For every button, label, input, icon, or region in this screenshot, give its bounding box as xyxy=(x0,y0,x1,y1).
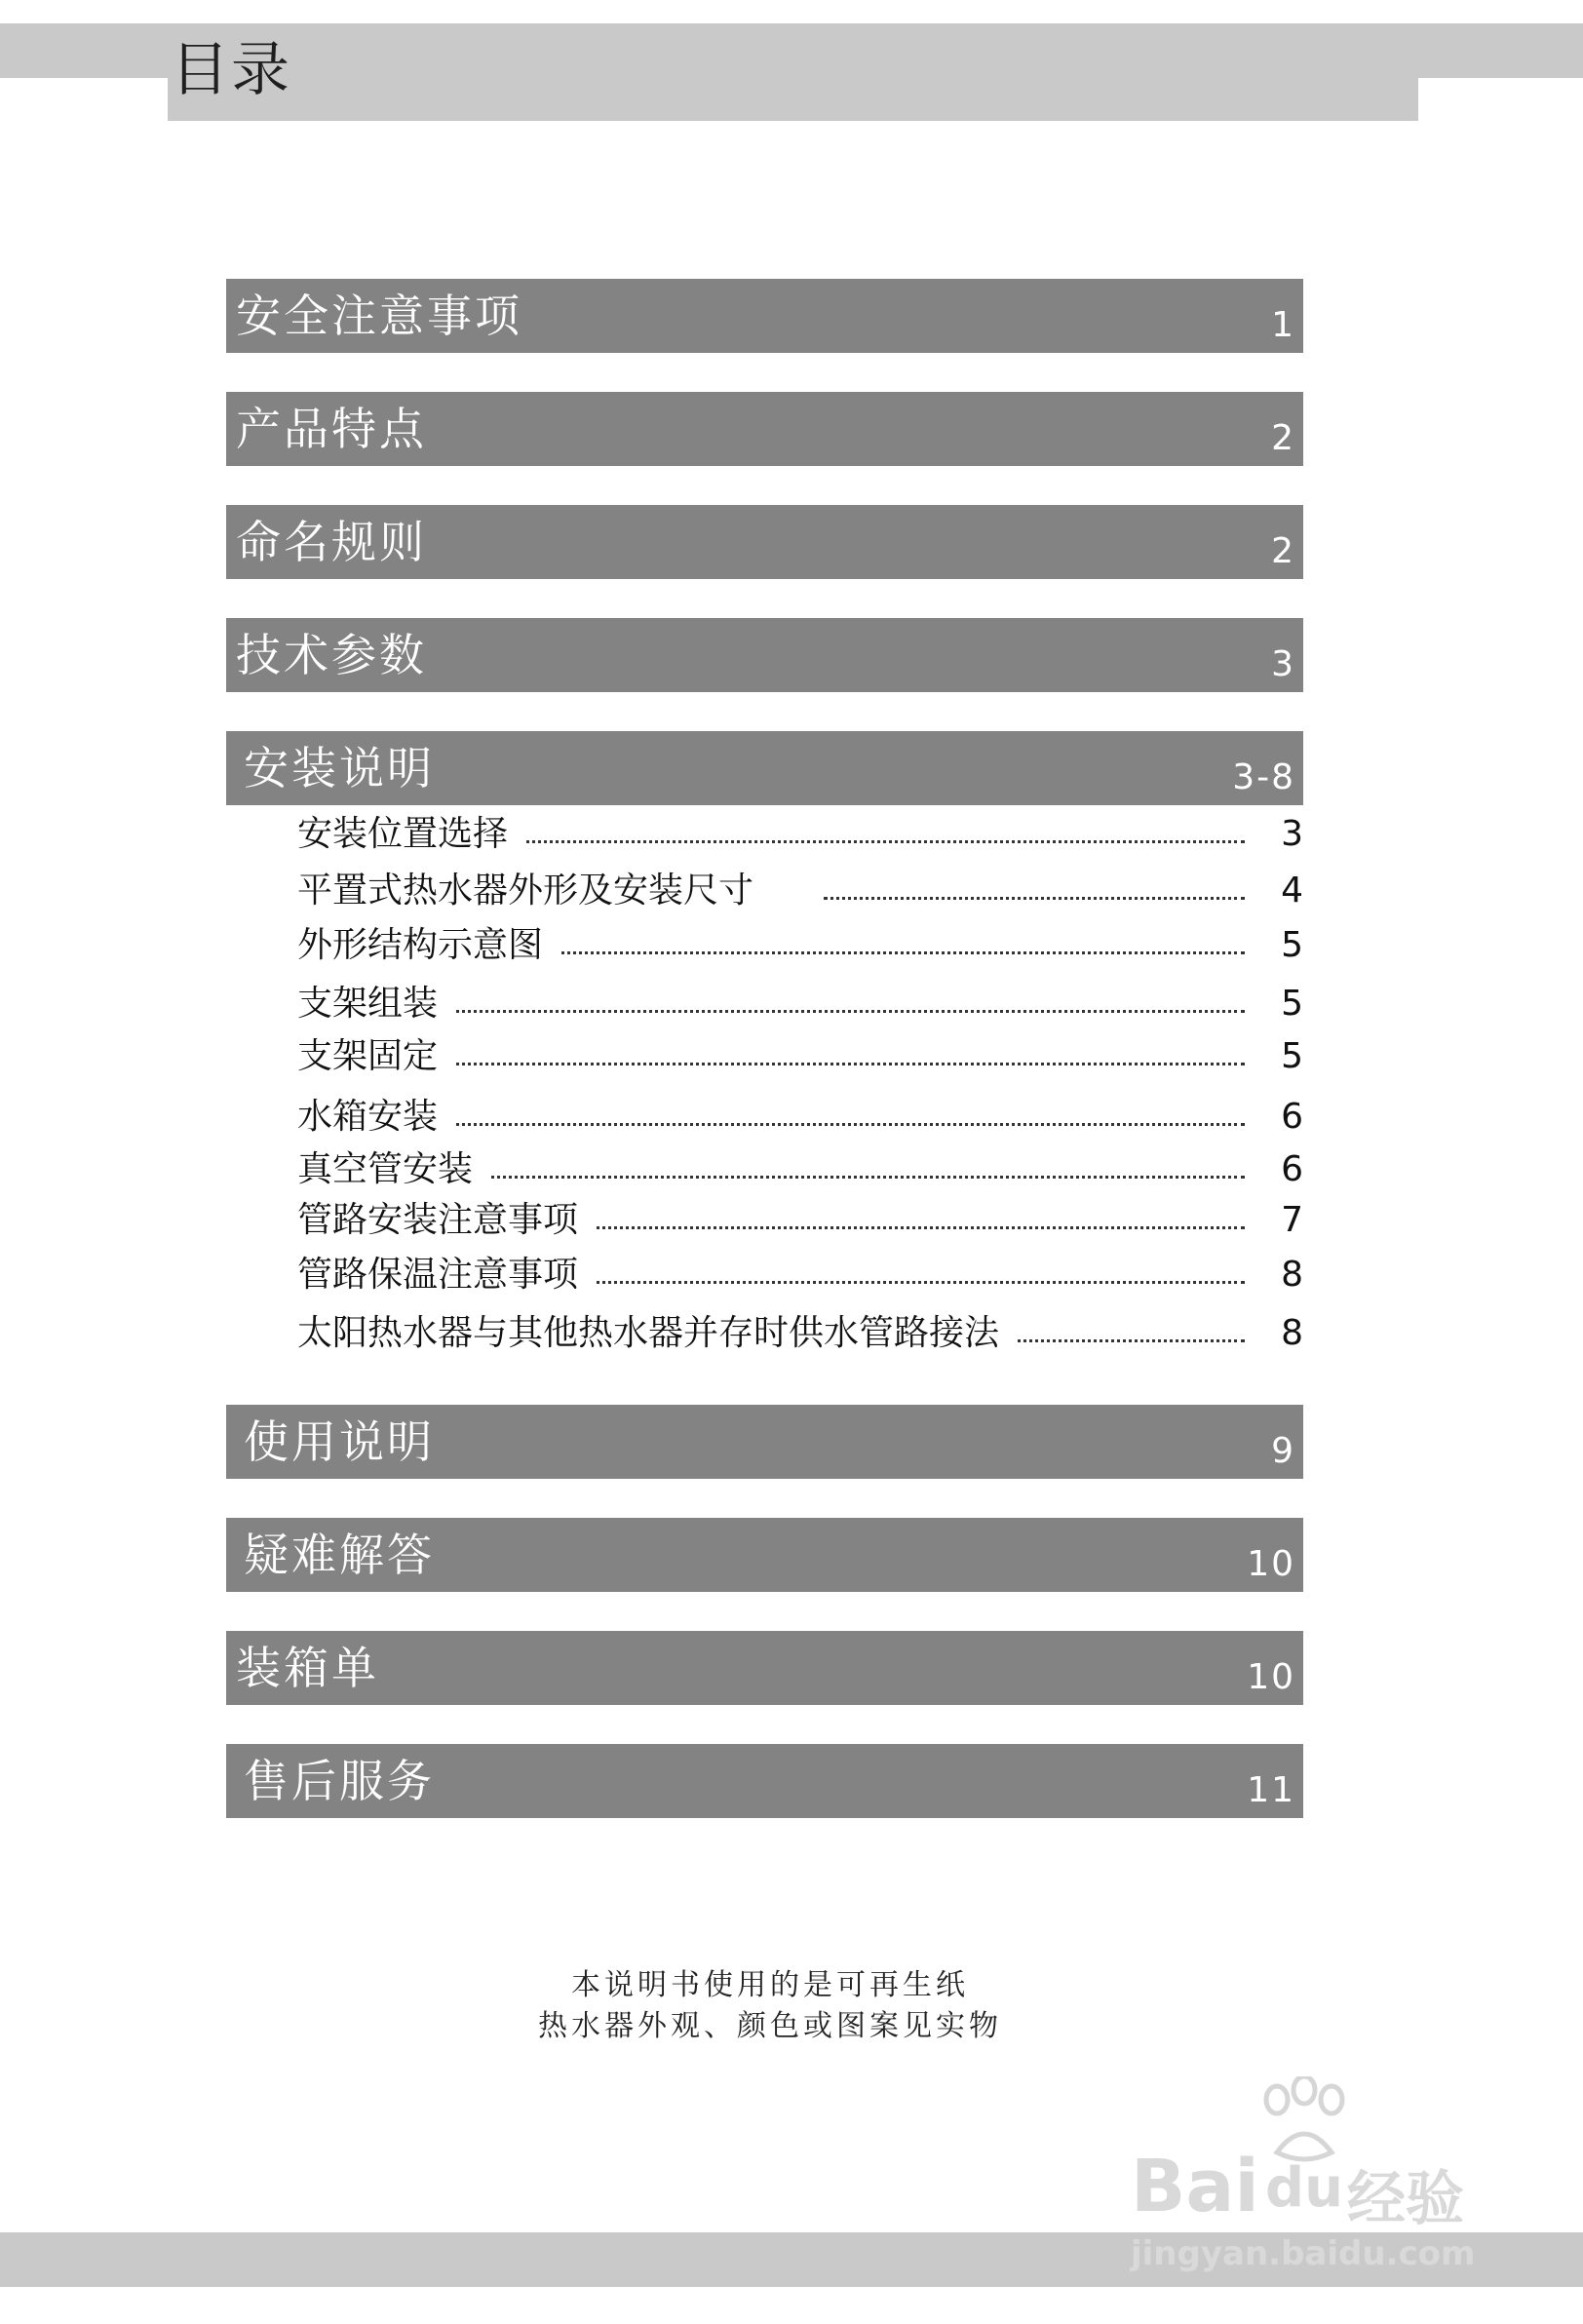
section-page: 9 xyxy=(1271,1431,1295,1471)
toc-subitem[interactable] xyxy=(297,1195,1303,1246)
subitem-page: 6 xyxy=(1281,1097,1303,1137)
watermark-brand-cn: 经验 xyxy=(1347,2165,1464,2233)
section-label: 使用说明 xyxy=(244,1415,435,1468)
toc-section-features[interactable] xyxy=(226,392,1303,466)
subitem-label: 平置式热水器外形及安装尺寸 xyxy=(297,866,771,916)
section-label: 装箱单 xyxy=(236,1642,379,1694)
watermark-brand-left: Bai xyxy=(1131,2145,1259,2228)
toc-subitem[interactable] xyxy=(297,1092,1303,1143)
toc-subitem[interactable] xyxy=(297,866,1303,916)
toc-subitem[interactable] xyxy=(297,979,1303,1029)
subitem-label: 真空管安装 xyxy=(297,1144,490,1195)
watermark-url: jingyan.baidu.com xyxy=(1131,2234,1476,2273)
toc-section-after-sales[interactable] xyxy=(226,1744,1303,1818)
toc-section-troubleshooting[interactable] xyxy=(226,1518,1303,1592)
section-label: 安装说明 xyxy=(244,742,435,794)
subitem-label: 支架固定 xyxy=(297,1031,455,1082)
watermark-brand-right: du xyxy=(1265,2156,1343,2220)
section-page: 10 xyxy=(1247,1544,1295,1584)
subitem-label: 支架组装 xyxy=(297,979,455,1029)
toc-subitem[interactable] xyxy=(297,1308,1303,1359)
section-page: 2 xyxy=(1271,418,1295,458)
subitem-label: 管路安装注意事项 xyxy=(297,1195,596,1246)
toc-subitem[interactable] xyxy=(297,1031,1303,1082)
subitem-page: 5 xyxy=(1281,1036,1303,1076)
toc-section-installation[interactable] xyxy=(226,731,1303,805)
paw-icon xyxy=(1248,2076,1365,2164)
section-label: 售后服务 xyxy=(244,1755,435,1807)
subitem-label: 管路保温注意事项 xyxy=(297,1250,596,1300)
section-page: 2 xyxy=(1271,531,1295,571)
title-tab xyxy=(168,23,1418,121)
section-label: 安全注意事项 xyxy=(236,290,522,342)
section-label: 产品特点 xyxy=(236,403,427,455)
section-page: 11 xyxy=(1247,1770,1295,1810)
subitem-label: 外形结构示意图 xyxy=(297,920,560,971)
note-appearance: 热水器外观、颜色或图案见实物 xyxy=(538,2009,1002,2043)
subitem-label: 太阳热水器与其他热水器并存时供水管路接法 xyxy=(297,1308,1017,1359)
subitem-page: 3 xyxy=(1281,814,1303,854)
toc-subitem[interactable] xyxy=(297,1250,1303,1300)
section-page: 1 xyxy=(1271,305,1295,345)
section-page: 10 xyxy=(1247,1657,1295,1697)
page-title: 目录 xyxy=(171,36,291,104)
subitem-label: 水箱安装 xyxy=(297,1092,455,1143)
dot-leader xyxy=(824,897,1245,900)
toc-section-usage[interactable] xyxy=(226,1405,1303,1479)
toc-section-specs[interactable] xyxy=(226,618,1303,692)
section-label: 技术参数 xyxy=(236,629,427,681)
section-page: 3 xyxy=(1271,644,1295,684)
subitem-page: 8 xyxy=(1281,1255,1303,1295)
subitem-label: 安装位置选择 xyxy=(297,809,525,860)
section-label: 疑难解答 xyxy=(244,1529,435,1581)
toc-subitem[interactable] xyxy=(297,920,1303,971)
subitem-page: 8 xyxy=(1281,1313,1303,1353)
subitem-page: 7 xyxy=(1281,1200,1303,1240)
note-recycled-paper: 本说明书使用的是可再生纸 xyxy=(571,1968,969,2002)
toc-section-safety[interactable] xyxy=(226,279,1303,353)
toc-section-packing-list[interactable] xyxy=(226,1631,1303,1705)
toc-subitem[interactable] xyxy=(297,1144,1303,1195)
section-label: 命名规则 xyxy=(236,516,427,568)
toc-subitem[interactable] xyxy=(297,809,1303,860)
toc-section-naming[interactable] xyxy=(226,505,1303,579)
subitem-page: 6 xyxy=(1281,1149,1303,1189)
baidu-jingyan-watermark xyxy=(1121,2076,1511,2271)
section-page: 3-8 xyxy=(1232,757,1295,797)
subitem-page: 5 xyxy=(1281,984,1303,1024)
subitem-page: 5 xyxy=(1281,925,1303,965)
subitem-page: 4 xyxy=(1281,871,1303,910)
